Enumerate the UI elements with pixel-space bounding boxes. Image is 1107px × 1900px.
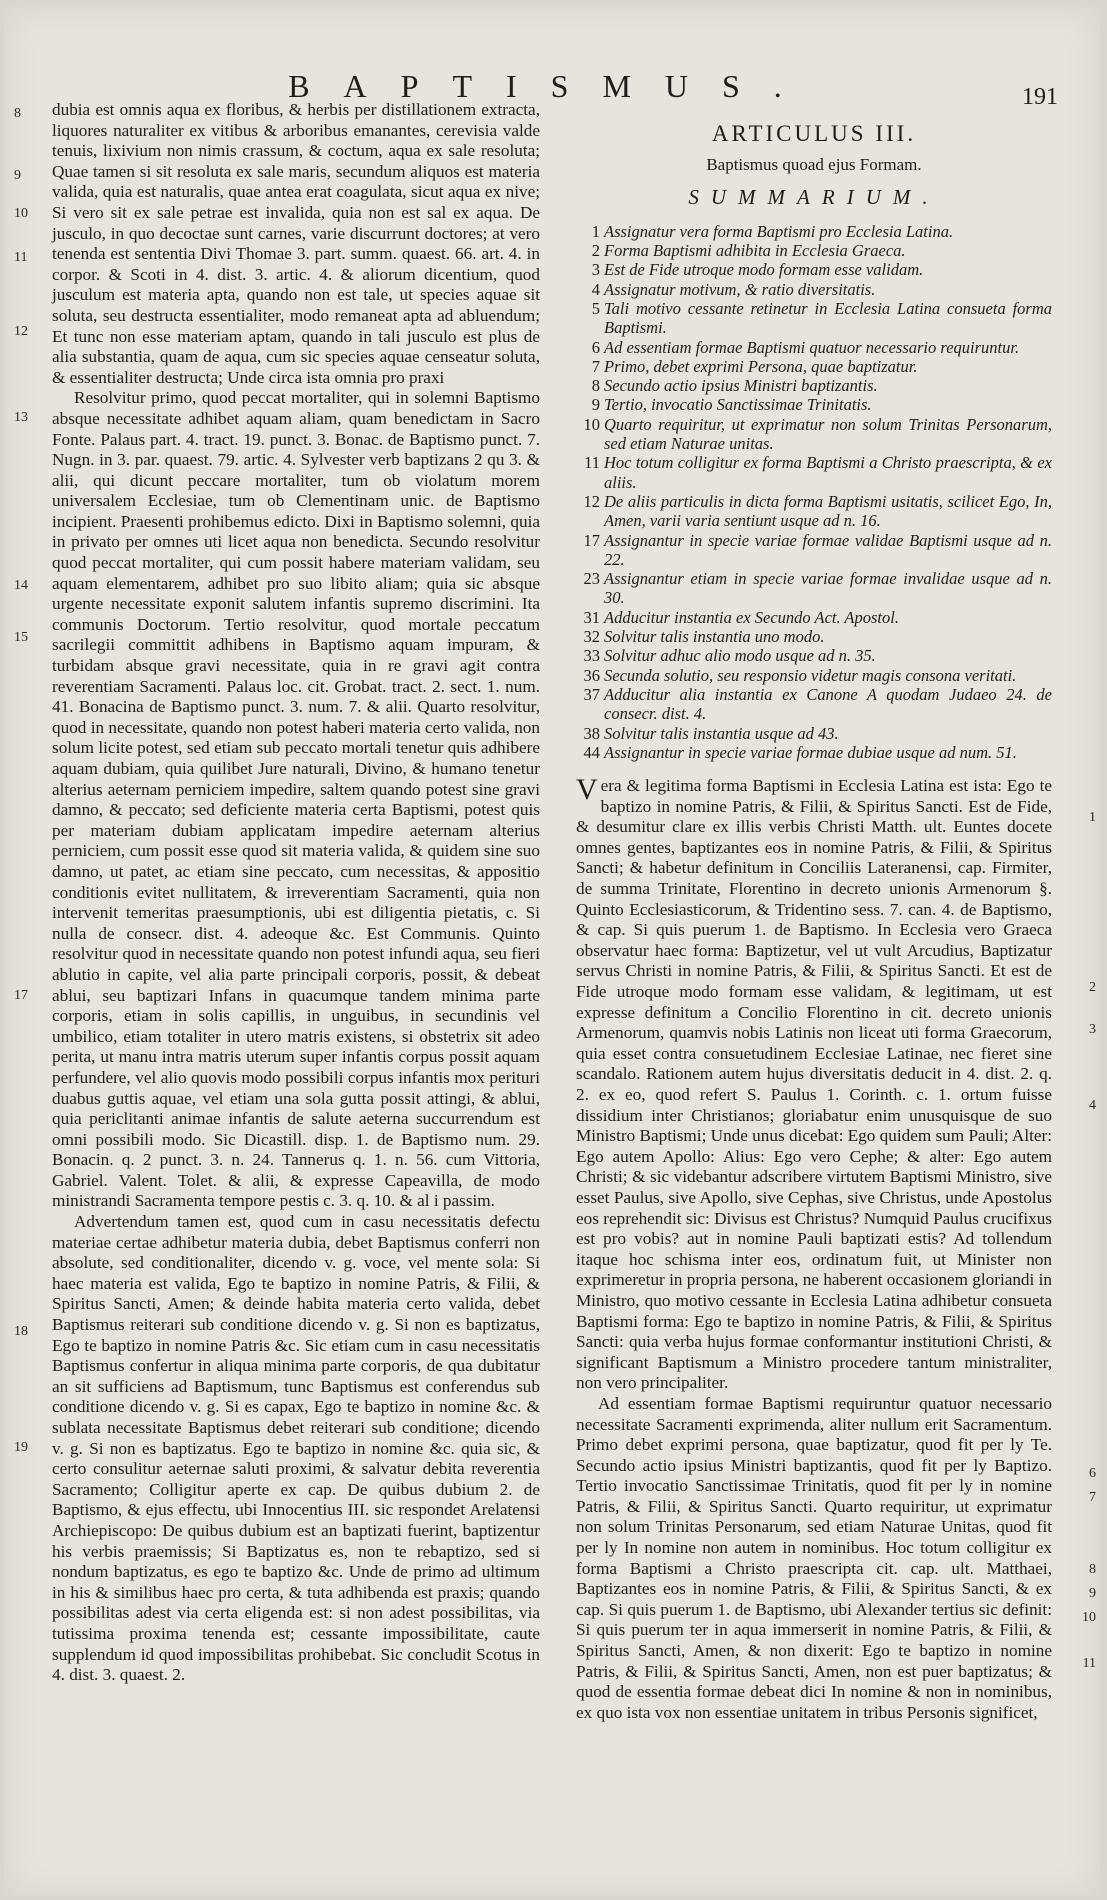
right-column bbox=[576, 121, 1096, 1723]
summarium-item: 7 Primo, debet exprimi Persona, quae baptizatur. bbox=[591, 356, 918, 376]
summarium-heading: SUMMARIUM. bbox=[688, 185, 940, 210]
margin-number: 3 bbox=[1089, 1022, 1096, 1037]
summarium-item: 2 Forma Baptismi adhibita in Ecclesia Graeca. bbox=[591, 241, 906, 261]
page-number: 191 bbox=[1022, 84, 1058, 110]
margin-number: 13 bbox=[14, 410, 28, 425]
margin-number: 9 bbox=[1089, 1586, 1096, 1601]
margin-number: 11 bbox=[14, 250, 28, 265]
margin-number: 7 bbox=[1089, 1490, 1096, 1505]
summarium-item: 38 Solvitur talis instantia usque ad 43. bbox=[583, 723, 839, 743]
margin-number: 11 bbox=[1082, 1656, 1096, 1671]
article-body-paragraph-1: Vera & legitima forma Baptismi in Ecclesia Latina est ista: Ego te baptizo in nomine Patris, & Filii, & Spiritus Sancti. Est de Fide, & desumitur clare ex illis verbis Christi Matth. ult. Euntes docete omnes gentes, baptizantes eos in nomine Patris, & Filii, & Spiritus Sancti; & habetur definitum in Conciliis Lateranensi, cap. Firmiter, de summa Trinitate, Florentino in decreto unionis Armenorum §. Quinto Ecclesiasticorum, & Tridentino sess. 7. can. 4. de Baptismo, & cap. Si quis puerum 1. de Baptismo. In Ecclesia vero Graeca observatur haec forma: Baptizetur, vel ut vult Arcudius, Baptizatur servus Christi in nomine Patris, & Filii, & Spiritus Sancti. Et est de Fide utroque modo formam esse validam, & legitimam, ut est expresse definitum a Concilio Florentino in cit. decreto unionis Armenorum, quamvis nobis Latinis non liceat uti forma Graecorum, quia esset contra consuetudinem Ecclesiae Latinae, nec fieret sine scandalo. Rationem autem hujus diversitatis deducit in 4. dist. 2. q. 2. ex eo, quod refert S. Paulus 1. Corinth. c. 1. ortum fuisse dissidium inter Christianos; gloriabatur enim unusquisque de suo Ministro Baptismi; Unde unus dicebat: Ego quidem sum Pauli; Alter: Ego autem Apollo: Alius: Ego vero Cephe; & alter: Ego autem Christi; & sic videbantur adscribere virtutem Baptismi Ministro, sive esset Paulus, sive Apollo, sive Cephas, sive Christus, unde Apostolus eos reprehendit sic: Divisus est Christus? Numquid Paulus crucifixus est pro vobis? aut in nomine Pauli baptizati estis? Ad tollendum itaque hoc schisma inter eos, ordinatum fuit, ut Minister non exprimeretur in propria persona, ne haberent occasionem gloriandi in Ministro, quo motivo cessante in Ecclesia Latina adhibetur consueta Baptismi forma: Ego te baptizo in nomine Patris, & Filii, & Spiritus Sancti: quia verba hujus formae conformantur institutioni Christi, & significant Baptismum a Ministro procedere tantum ministraliter, non vero principaliter. bbox=[576, 773, 1052, 1393]
margin-number: 4 bbox=[1089, 1098, 1096, 1113]
margin-number: 8 bbox=[1089, 1562, 1096, 1577]
margin-number: 9 bbox=[14, 168, 21, 183]
margin-number: 12 bbox=[14, 324, 28, 339]
margin-number: 10 bbox=[1082, 1610, 1096, 1625]
margin-number: 18 bbox=[14, 1324, 28, 1339]
margin-number: 1 bbox=[1089, 810, 1096, 825]
summarium-item: 36 Secunda solutio, seu responsio videtur magis consona veritati. bbox=[583, 665, 1017, 685]
summarium-item: 6 Ad essentiam formae Baptismi quatuor necessario requiruntur. bbox=[591, 337, 1020, 357]
summarium-item: 33 Solvitur adhuc alio modo usque ad n. 35. bbox=[583, 646, 876, 666]
drop-cap: V bbox=[576, 773, 598, 807]
summarium-item: 10 Quarto requiritur, ut exprimatur non solum Trinitas Personarum, sed etiam Naturae unitas. bbox=[583, 414, 1052, 454]
summarium-item: 17 Assignantur in specie variae formae validae Baptismi usque ad n. 22. bbox=[583, 530, 1052, 569]
margin-number: 14 bbox=[14, 578, 28, 593]
margin-number: 2 bbox=[1089, 980, 1096, 995]
article-subtitle: Baptismus quoad ejus Formam. bbox=[706, 154, 922, 174]
margin-number: 15 bbox=[14, 630, 28, 645]
margin-number: 6 bbox=[1089, 1466, 1096, 1481]
summarium-item: 37 Adducitur alia instantia ex Canone A quodam Judaeo 24. de consecr. dist. 4. bbox=[583, 684, 1052, 724]
summarium-item: 11 Hoc totum colligitur ex forma Baptismi a Christo praescripta, & ex aliis. bbox=[584, 453, 1052, 492]
article-body-paragraph-2: Ad essentiam formae Baptismi requiruntur quatuor necessario necessitate Sacramenti exprimenda, aliter nullum erit Sacramentum. Primo debet exprimi persona, quae baptizatur, quod fit per ly Te. Secundo actio ipsius Ministri baptizantis, quod fit per ly Baptizo. Tertio invocatio Sanctissimae Trinitatis, quod fit per ly in nomine Patris, & Filii, & Spiritus Sancti. Quarto requiritur, ut exprimatur non solum Trinitas Personarum, sed etiam Naturae Unitas, quod fit per ly In nomine non autem in nominibus. Hoc totum colligitur ex forma Baptismi a Christo praescripta cit. cap. ult. Matthaei, Baptizantes eos in nomine Patris, & Filii, & Spiritus Sancti, & ex cap. Si quis puerum 1. de Baptismo, ubi Alexander tertius sic definit: Si quis puerum ter in aqua immerserit in nomine Patris, & Filii, & Spiritus Sancti, Amen, & non dixerit: Ego te baptizo in nomine Patris, & Filii, & Spiritus Sancti, Amen, non est puer baptizatus; & quod de essentia formae debeat dici In nomine & non in nominibus, ex quo ista vox non essentiae unitatem in tribus Personis significet, bbox=[576, 1393, 1052, 1722]
left-paragraph-advertendum: Advertendum tamen est, quod cum in casu necessitatis defectu materiae certae adhibetur materia dubia, debet Baptismus conferri non absolute, sed conditionaliter, dicendo v. g. voce, vel mente sola: Si haec materia est valida, Ego te baptizo in nomine Patris, & Filii, & Spiritus Sancti, Amen; & deinde habita materia certo valida, debet Baptismus reiterari sub conditione dicendo v. g. Si non es baptizatus, Ego te baptizo in nomine Patris &c. Sic etiam cum in casu necessitatis Baptismus confertur in aliqua minima parte corporis, de qua dubitatur an sit sufficiens ad Baptismum, tunc Baptismus est conferendus sub conditione dicendo v. g. Si es capax, Ego te baptizo in nomine &c. & sublata necessitate Baptismus debet reiterari sub conditione; dicendo v. g. Si non es baptizatus. Ego te baptizo in nomine &c. quia sic, & certo consulitur aeternae saluti proximi, & salvatur debita reverentia Sacramento; Colligitur aperte ex cap. De quibus dubium 2. de Baptismo, & ejus effectu, ubi Innocentius III. sic respondet Arelatensi Archiepiscopo: De quibus dubium est an baptizati fuerint, baptizentur his verbis praemissis; Si Baptizatus es, non te rebaptizo, sed si nondum baptizatus, es ego te baptizo &c. Unde de primo ad ultimum in his & similibus haec pro certa, & tuta adhibenda est praxis; quando possibilitas adest via certa eligenda est: si non adest possibilitas, via tutissima proxima tenenda est; cessante impossibilitate, caute supplendum id quod impossibilitas prohibebat. Sic concludit Scotus in 4. dist. 3. quaest. 2. bbox=[52, 1212, 540, 1685]
summarium-list bbox=[576, 222, 1052, 762]
margin-number: 8 bbox=[14, 106, 21, 121]
summarium-item: 23 Assignantur etiam in specie variae formae invalidae usque ad n. 30. bbox=[583, 569, 1052, 608]
summarium-item: 4 Assignatur motivum, & ratio diversitatis. bbox=[591, 279, 876, 299]
summarium-item: 32 Solvitur talis instantia uno modo. bbox=[583, 627, 825, 647]
summarium-item: 8 Secundo actio ipsius Ministri baptizantis. bbox=[591, 376, 878, 396]
left-paragraph-resolvitur: Resolvitur primo, quod peccat mortaliter, qui in solemni Baptismo absque necessitate adhibet aquam aliam, quam benedictam in Sacro Fonte. Palaus part. 4. tract. 19. punct. 3. Bonac. de Baptismo punct. 7. Nugn. in 3. par. quaest. 79. artic. 4. Sylvester verb baptizans 2 qu 3. & alii, qui dicunt peccare mortaliter, tum ob violatum morem universalem Ecclesiae, tum ob Clementinam unic. de Baptismo incipient. Praesenti prohibemus edicto. Dixi in Baptismo solemni, quia in privato per omnes uti licet aqua non benedicta. Secundo resolvitur quod peccat mortaliter, qui cum possit habere materiam validam, seu aquam elementarem, adhibet pro suo libito aliam; quia sic absque urgente necessitate exponit salutem infantis supremo discrimini. Ita communis Doctorum. Tertio resolvitur, quod mortale peccatum sacrilegii committit adhibens in Baptismo aquam impuram, & turbidam absque gravi necessitate, quia in re gravi agit contra reverentiam Sacramenti. Palaus loc. cit. Grobat. tract. 2. sect. 1. num. 41. Bonacina de Baptismo punct. 3. num. 7. & alii. Quarto resolvitur, quod in necessitate, quando non potest haberi materia certo valida, non solum licite potest, sed etiam sub peccato mortali tenetur quis adhibere aquam dubiam, quia quilibet Jure naturali, Divino, & humano tenetur alterius aeternam perniciem impedire, saltem quando potest sine gravi damno, & peccato; sed deficiente materia certa Baptismi, potest quis per materiam dubiam applicatam impedire aeternam alterius perniciem, cum possit esse quod sit materia valida, & quidem sine suo damno, ut patet, ac etiam sine peccato, cum necessitas, & appositio conditionis evitet nullitatem, & irreverentiam Sacramenti, quia non intervenit temeritas praesumptionis, ubi est diligentia pietatis, c. Si nulla de consecr. dist. 4. adeoque &c. Est Communis. Quinto resolvitur quod in necessitate quando non potest infundi aqua, seu fieri ablutio in capite, vel alia parte principali corporis, possit, & debeat ablui, seu baptizari Infans in quacumque tandem minima parte corporis, etiam in solis capillis, in unguibus, in secundinis vel umbilico, etiam totaliter in utero matris existens, si obstetrix sit adeo perita, ut manu intra matris uterum super infantis corpus possit aquam perfundere, vel alio quovis modo possibili corpus infantis mox perituri duabus guttis aquae, vel etiam una sola gutta possit attingi, & ablui, quia periclitanti animae infantis de salute aeterna succurrendum est omni possibili modo. Sic Dicastill. disp. 1. de Baptismo num. 29. Bonacin. q. 2 punct. 3. n. 24. Tannerus q. 1. n. 56. cum Vittoria, Gabriel. Valent. Tolet. & alii, & expresse Capeavilla, de modo ministrandi Sacramenta tempore pestis c. 3. q. 10. & al i passim. bbox=[52, 388, 540, 1211]
summarium-item: 12 De aliis particulis in dicta forma Baptismi usitatis, scilicet Ego, In, Amen, varii varia sentiunt usque ad n. 16. bbox=[583, 491, 1052, 531]
margin-number: 17 bbox=[14, 988, 28, 1003]
summarium-item: 9 Tertio, invocatio Sanctissimae Trinitatis. bbox=[591, 395, 872, 415]
article-title: ARTICULUS III. bbox=[711, 121, 917, 146]
left-column bbox=[14, 100, 540, 1686]
margin-number: 19 bbox=[14, 1440, 28, 1455]
summarium-item: 31 Adducitur instantia ex Secundo Act. Apostol. bbox=[583, 607, 899, 627]
running-title: BAPTISMUS. bbox=[288, 68, 816, 104]
summarium-item: 44 Assignantur in specie variae formae dubiae usque ad num. 51. bbox=[583, 742, 1017, 762]
left-paragraph-continuation: dubia est omnis aqua ex floribus, & herbis per distillationem extracta, liquores naturaliter ex vitibus & arboribus emanantes, cerevisia valde tenuis, lixivium non nimis crassum, & coctum, aqua ex sale resoluta; Quae tamen si sit resoluta ex sale maris, secundum aliquos est materia valida, quia est naturalis, quae antea erat coagulata, sicut aqua ex nive; Si vero sit ex sale petrae est invalida, quia non est sal ex aqua. De jusculo, in quo decoctae sunt carnes, varie discurrunt doctores; at vero tenenda est sententia Divi Thomae 3. part. summ. quaest. 66. art. 4. in corpor. & Scoti in 4. dist. 3. artic. 4. & aliorum dicentium, quod jusculum est materia apta, quando non est tale, ut species aquae sit soluta, seu destructa essentialiter, modo remaneat apta ad abluendum; Et tunc non esse materiam aptam, quando in tali jusculo est plus de alia substantia, quam de aqua, cum sic species aquae censeatur soluta, & essentialiter destructa; Unde circa ista omnia pro praxi bbox=[52, 100, 540, 387]
page-sheet bbox=[4, 6, 1100, 1896]
summarium-item: 5 Tali motivo cessante retinetur in Ecclesia Latina consueta forma Baptismi. bbox=[591, 298, 1052, 338]
summarium-item: 3 Est de Fide utroque modo formam esse validam. bbox=[591, 260, 924, 280]
summarium-item: 1 Assignatur vera forma Baptismi pro Ecclesia Latina. bbox=[591, 221, 954, 241]
margin-number: 10 bbox=[14, 206, 28, 221]
